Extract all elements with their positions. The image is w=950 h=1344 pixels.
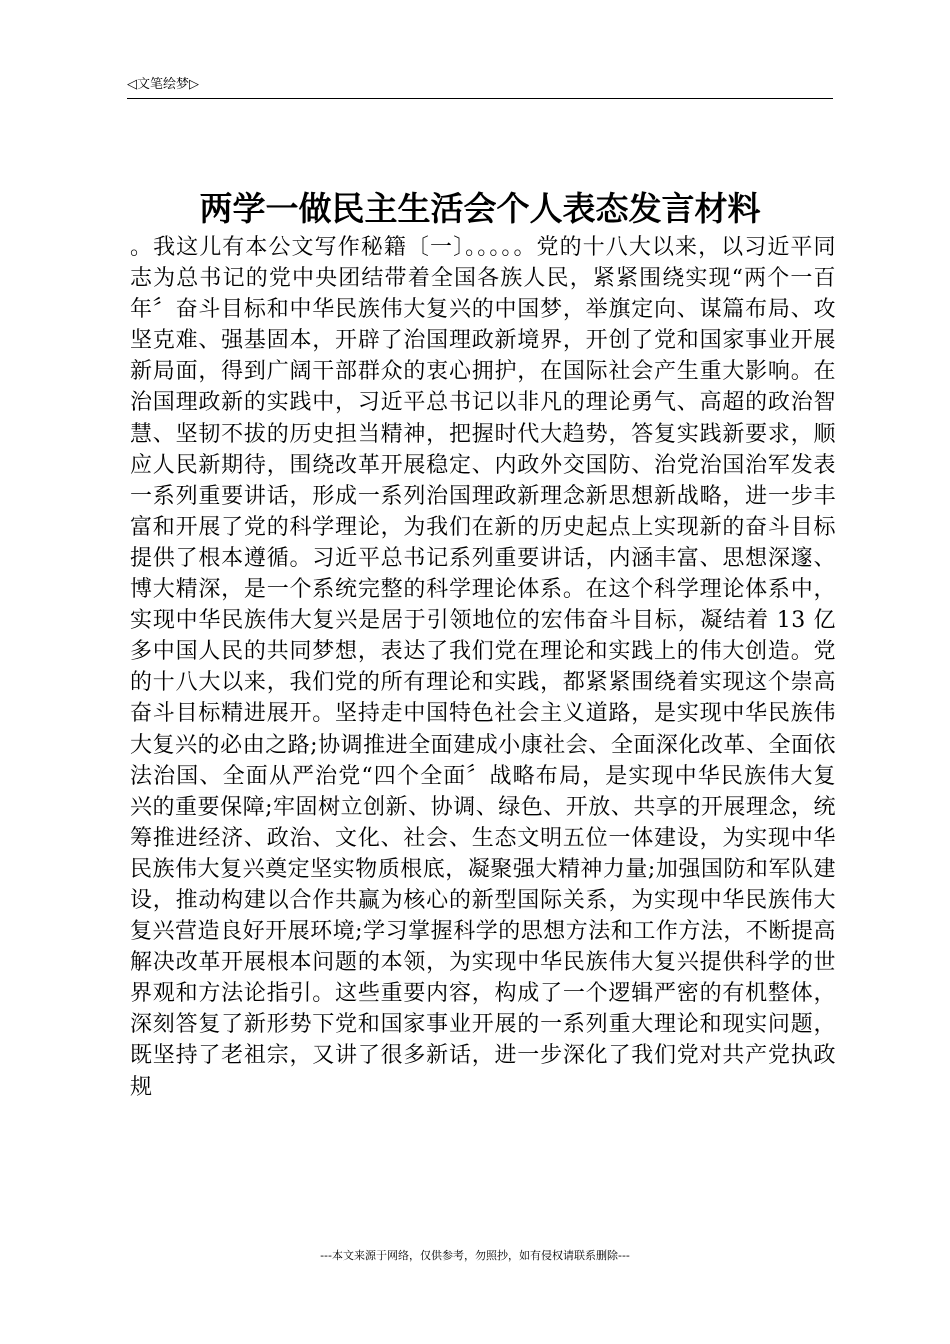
page-header (127, 76, 833, 99)
document-title: 两学一做民主生活会个人表态发言材料 (199, 189, 761, 228)
page-footer-disclaimer: ---本文来源于网络，仅供参考，勿照抄，如有侵权请联系删除--- (320, 1249, 630, 1262)
header-label: ◁文笔绘梦▷ (127, 77, 199, 92)
document-body: 。我这儿有本公文写作秘籍〔一〕。。。。。党的十八大以来，以习近平同志为总书记的党中央团结带着全国各族人民，紧紧围绕实现“两个一百年〞奋斗目标和中华民族伟大复兴的中国梦，举旗定向、谋篇布局、攻坚克难、强基固本，开辟了治国理政新境界，开创了党和国家事业开展新局面，得到广阔干部群众的衷心拥护，在国际社会产生重大影响。在治国理政新的实践中，习近平总书记以非凡的理论勇气、高超的政治智慧、坚韧不拔的历史担当精神，把握时代大趋势，答复实践新要求，顺应人民新期待，围绕改革开展稳定、内政外交国防、治党治国治军发表一系列重要讲话，形成一系列治国理政新理念新思想新战略，进一步丰富和开展了党的科学理论，为我们在新的历史起点上实现新的奋斗目标提供了根本遵循。习近平总书记系列重要讲话，内涵丰富、思想深邃、博大精深，是一个系统完整的科学理论体系。在这个科学理论体系中，实现中华民族伟大复兴是居于引领地位的宏伟奋斗目标，凝结着 13 亿多中国人民的共同梦想，表达了我们党在理论和实践上的伟大创造。党的十八大以来，我们党的所有理论和实践，都紧紧围绕着实现这个崇高奋斗目标精进展开。坚持走中国特色社会主义道路，是实现中华民族伟大复兴的必由之路;协调推进全面建成小康社会、全面深化改革、全面依法治国、全面从严治党“四个全面〞战略布局，是实现中华民族伟大复兴的重要保障;牢固树立创新、协调、绿色、开放、共享的开展理念，统筹推进经济、政治、文化、社会、生态文明五位一体建设，为实现中华民族伟大复兴奠定坚实物质根底，凝聚强大精神力量;加强国防和军队建设，推动构建以合作共赢为核心的新型国际关系，为实现中华民族伟大复兴营造良好开展环境;学习掌握科学的思想方法和工作方法，不断提高解决改革开展根本问题的本领，为实现中华民族伟大复兴提供科学的世界观和方法论指引。这些重要内容，构成了一个逻辑严密的有机整体，深刻答复了新形势下党和国家事业开展的一系列重大理论和现实问题，既坚持了老祖宗，又讲了很多新话，进一步深化了我们党对共产党执政规 (130, 235, 836, 1100)
